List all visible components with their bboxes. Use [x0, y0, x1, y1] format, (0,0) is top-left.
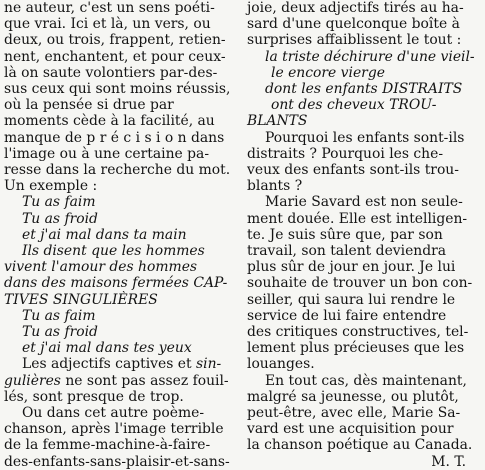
- poem-line: dont les enfants DISTRAITS: [265, 81, 463, 98]
- poem-line: TIVES SINGULIÈRES: [4, 291, 158, 308]
- text-line: blants ?: [247, 178, 303, 195]
- text-line: ment douée. Elle est intelligen-: [247, 210, 468, 227]
- text-line: peut-être, avec elle, Marie Sa-: [247, 405, 461, 422]
- poem-line: le encore vierge: [271, 64, 385, 81]
- text-line: que vrai. Ici et là, un vers, ou: [4, 16, 211, 33]
- article-left-column: [4, 0, 233, 470]
- text-line: gulières ne sont pas assez fouil-: [4, 372, 229, 389]
- text-line: manque de p r é c i s i o n dans: [4, 129, 225, 146]
- text-line: service de lui faire entendre: [247, 307, 447, 324]
- text-line: Les adjectifs captives et sin-: [22, 356, 222, 373]
- text-line: malgré sa jeunesse, ou plutôt,: [247, 388, 459, 405]
- text-line: sus ceux qui sont moins réussis,: [4, 81, 231, 98]
- text-line: te. Je suis sûre que, par son: [247, 226, 443, 243]
- text-line: lement plus précieuses que les: [247, 340, 465, 357]
- text-line: vard est une acquisition pour: [247, 421, 454, 438]
- emphasis-text: gulières: [4, 372, 61, 389]
- poem-line: BLANTS: [247, 113, 308, 130]
- text-line: l'image ou à une certaine pa-: [4, 145, 210, 162]
- poem-line: ont des cheveux TROU-: [271, 97, 437, 114]
- text-line: ne auteur, c'est un sens poéti-: [4, 0, 215, 16]
- text-line: Marie Savard est non seule-: [265, 194, 463, 211]
- text-line: seiller, qui saura lui rendre le: [247, 291, 456, 308]
- poem-line: Tu as froid: [22, 324, 98, 341]
- text-line: là on saute volontiers par-des-: [4, 64, 218, 81]
- text-line: nent, enchantent, et pour ceux-: [4, 48, 226, 65]
- text-line: joie, deux adjectifs tirés au ha-: [247, 0, 464, 16]
- text-line: Ou dans cet autre poème-: [22, 405, 205, 422]
- text-line: lés, sont presque de trop.: [4, 388, 184, 405]
- poem-line: vivent l'amour des hommes: [4, 259, 198, 276]
- poem-line: et j'ai mal dans tes yeux: [22, 340, 192, 357]
- text-line: distraits ? Pourquoi les che-: [247, 145, 444, 162]
- text-line: moments cède à la facilité, au: [4, 113, 215, 130]
- poem-line: dans des maisons fermées CAP-: [4, 275, 228, 292]
- text-line: travail, son talent deviendra: [247, 243, 447, 260]
- text-line: chanson, après l'image terrible: [4, 421, 224, 438]
- text-line: plus sûr de jour en jour. Je lui: [247, 259, 456, 276]
- text-line: des-enfants-sans-plaisir-et-sans-: [4, 453, 230, 470]
- poem-line: Ils disent que les hommes: [22, 243, 205, 260]
- text-line: surprises affaiblissent le tout :: [247, 32, 462, 49]
- text-line: Un exemple :: [4, 178, 98, 195]
- text-line: louanges.: [247, 356, 315, 373]
- emphasis-text: sin-: [196, 356, 222, 373]
- poem-line: Tu as froid: [22, 210, 98, 227]
- text-line: En tout cas, dès maintenant,: [265, 372, 467, 389]
- poem-line: Tu as faim: [22, 307, 96, 324]
- text-line: souhaite de trouver un bon con-: [247, 275, 473, 292]
- article-right-column: [247, 0, 480, 470]
- text-line: veux des enfants sont-ils trou-: [247, 162, 459, 179]
- poem-line: et j'ai mal dans ta main: [22, 226, 187, 243]
- author-signature: M. T.: [431, 453, 466, 470]
- text-line: la chanson poétique au Canada.: [247, 437, 473, 454]
- poem-line: Tu as faim: [22, 194, 96, 211]
- text-line: où la pensée si drue par: [4, 97, 174, 114]
- text-line: des critiques constructives, tel-: [247, 324, 469, 341]
- text-line: Pourquoi les enfants sont-ils: [265, 129, 465, 146]
- poem-line: la triste déchirure d'une vieil-: [265, 48, 475, 65]
- text-line: de la femme-machine-à-faire-: [4, 437, 211, 454]
- text-line: resse dans la recherche du mot.: [4, 162, 231, 179]
- text-line: sard d'une quelconque boîte à: [247, 16, 460, 33]
- text-line: deux, ou trois, frappent, retien-: [4, 32, 226, 49]
